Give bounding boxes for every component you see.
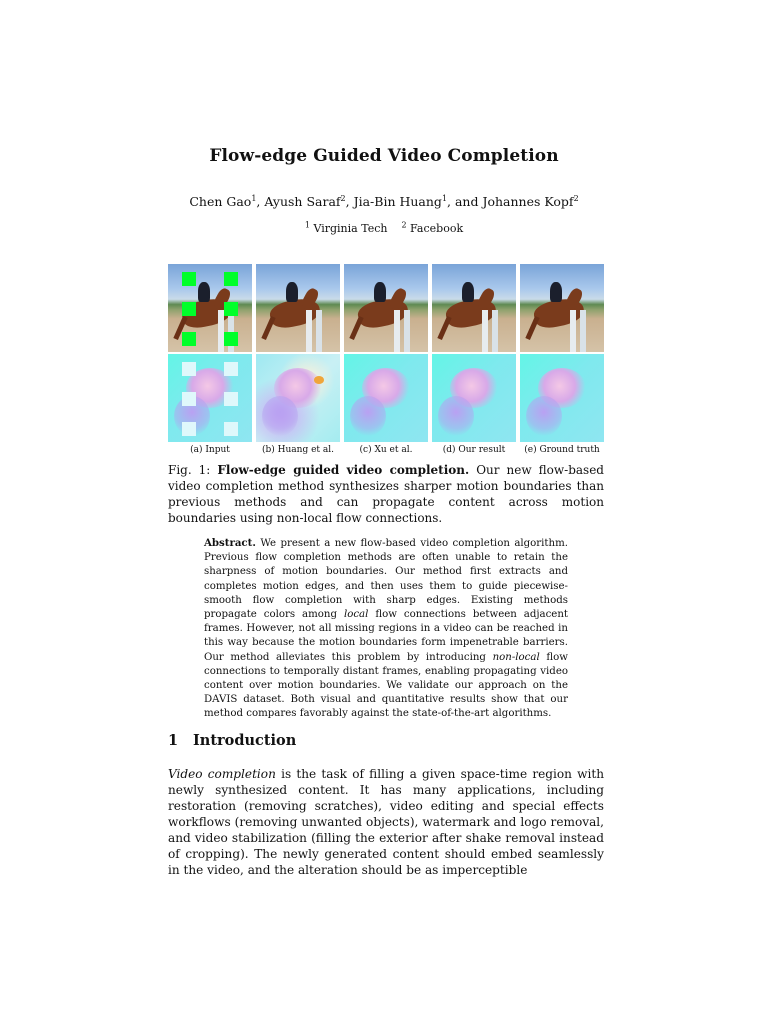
affiliation-name: Virginia Tech xyxy=(313,222,388,235)
author-name: Johannes Kopf xyxy=(482,194,574,209)
abstract-label: Abstract. xyxy=(204,537,256,549)
subcaption-row xyxy=(168,445,604,455)
figure-label: Fig. 1: xyxy=(168,463,211,477)
affiliation xyxy=(401,222,463,235)
affiliation xyxy=(305,222,388,235)
subcaption: (d) Our result xyxy=(442,445,506,455)
mask-square xyxy=(224,302,238,316)
frame-row xyxy=(168,264,604,352)
affil-mark: 2 xyxy=(401,220,407,230)
author-separator: , xyxy=(345,194,354,209)
flow-row xyxy=(168,354,604,442)
ground-truth-flow-image xyxy=(520,354,604,442)
affil-mark: 1 xyxy=(441,193,448,203)
author-name: Chen Gao xyxy=(189,194,252,209)
author-separator: , xyxy=(256,194,265,209)
figure-caption-text: Our new flow-based video completion method synthesizes sharper motion boundaries than previous methods and can propagate content across motion boundaries using non-local flow connections. xyxy=(168,463,604,525)
intro-emphasis: Video completion xyxy=(168,767,276,781)
mask-square xyxy=(182,332,196,346)
author-name: Ayush Saraf xyxy=(264,194,341,209)
paper-title: Flow-edge Guided Video Completion xyxy=(209,146,559,166)
input-frame-image xyxy=(168,264,252,352)
section-heading xyxy=(168,732,296,749)
affiliation-list xyxy=(0,222,768,235)
subcaption: (e) Ground truth xyxy=(524,445,600,455)
affil-mark: 1 xyxy=(304,220,310,230)
huang-frame-image xyxy=(256,264,340,352)
input-flow-image xyxy=(168,354,252,442)
affiliation-name: Facebook xyxy=(410,222,464,235)
abstract-text: flow connections between adjacent frames. However, not all missing regions in a video can be reached in this way because the motion boundaries form impenetrable barriers. Our method alleviates this problem by introducing xyxy=(204,609,568,663)
xu-flow-image xyxy=(344,354,428,442)
mask-square xyxy=(224,332,238,346)
subcaption: (a) Input xyxy=(190,445,230,455)
intro-text: is the task of filling a given space-time region with newly synthesized content. It has many applications, including restoration (removing scratches), video editing and special effects workflows (removing unwanted objects), watermark and logo removal, and video stabilization (filling the exterior after shake removal instead of cropping). The newly generated content should embed seamlessly in the video, and the alteration should be as imperceptible xyxy=(168,767,605,877)
mask-square xyxy=(182,302,196,316)
abstract-text: flow connections to temporally distant frames, enabling propagating video content over motion boundaries. We validate our approach on the DAVIS dataset. Both visual and quantitative results show that our method compares favorably against the state-of-the-art algorithms. xyxy=(204,651,568,720)
author-separator: , and xyxy=(447,194,483,209)
our-result-frame-image xyxy=(432,264,516,352)
section-number: 1 xyxy=(168,732,179,749)
section-title: Introduction xyxy=(193,732,297,749)
ground-truth-frame-image xyxy=(520,264,604,352)
intro-paragraph xyxy=(168,766,604,878)
abstract-emphasis: local xyxy=(343,609,369,621)
abstract-emphasis: non-local xyxy=(492,651,540,663)
abstract-text: We present a new flow-based video completion algorithm. Previous flow completion methods are often unable to retain the sharpness of motion boundaries. Our method first extracts and completes motion edges, and then uses them to guide piecewise-smooth flow completion with sharp edges. Existing methods propagate colors among xyxy=(204,538,568,621)
figure-1 xyxy=(168,264,604,455)
abstract xyxy=(204,536,568,722)
figure-caption-title: Flow-edge guided video completion. xyxy=(217,463,470,477)
our-result-flow-image xyxy=(432,354,516,442)
subcaption: (b) Huang et al. xyxy=(262,445,334,455)
mask-square xyxy=(224,272,238,286)
mask-square xyxy=(182,272,196,286)
figure-caption xyxy=(168,462,604,526)
affil-mark: 2 xyxy=(340,193,346,203)
affil-mark: 2 xyxy=(573,193,579,203)
author-list xyxy=(0,194,768,209)
subcaption: (c) Xu et al. xyxy=(359,445,413,455)
huang-flow-image xyxy=(256,354,340,442)
author-name: Jia-Bin Huang xyxy=(353,194,442,209)
affil-mark: 1 xyxy=(251,193,257,203)
xu-frame-image xyxy=(344,264,428,352)
